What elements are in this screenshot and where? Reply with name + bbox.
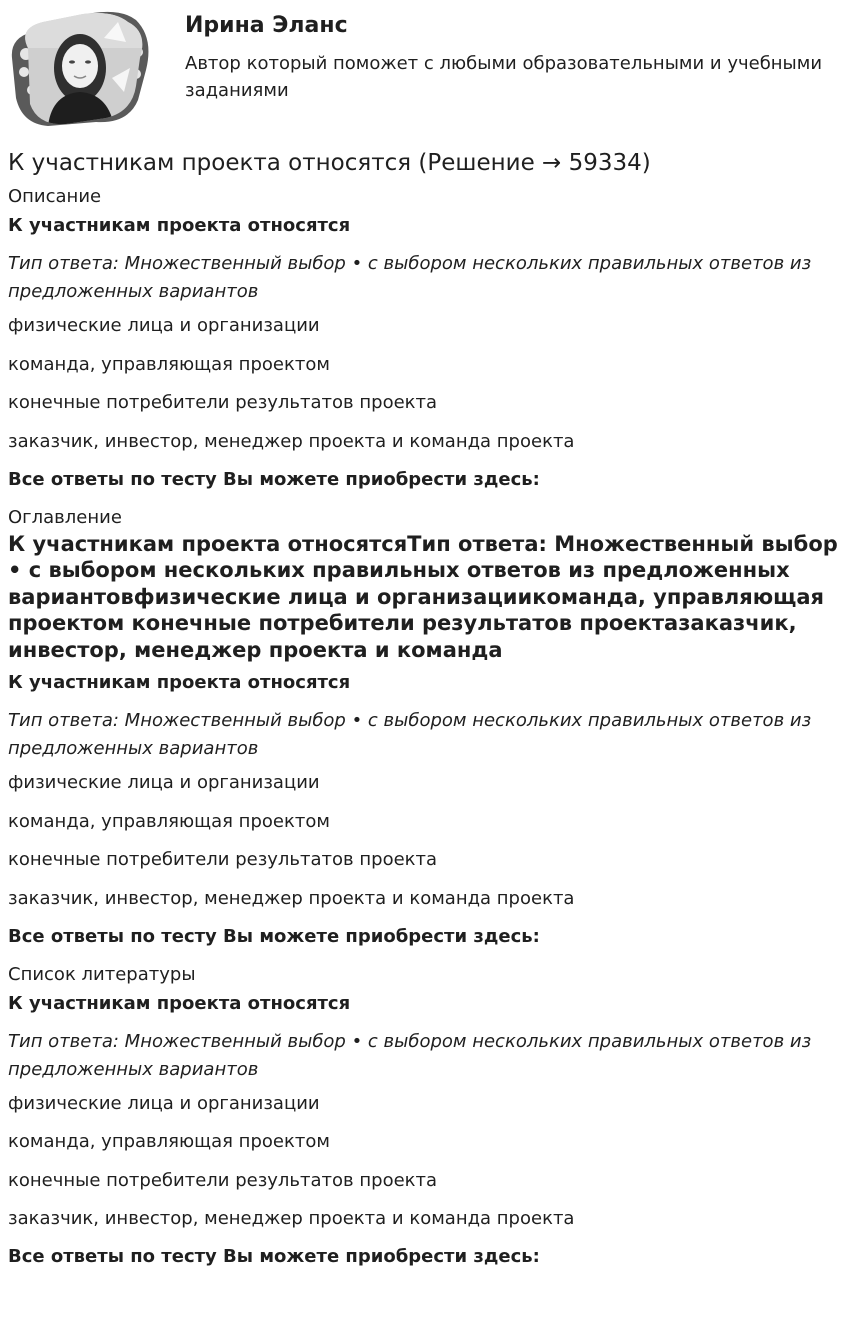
purchase-note: Все ответы по тесту Вы можете приобрести здесь: <box>8 1246 540 1267</box>
answer-option: заказчик, инвестор, менеджер проекта и команда проекта <box>8 1208 575 1229</box>
question-title: К участникам проекта относятся <box>8 672 351 693</box>
answer-option: физические лица и организации <box>8 315 320 336</box>
answer-type: Тип ответа: Множественный выбор • с выбором нескольких правильных ответов из предложенных вариантов <box>8 253 812 302</box>
answer-type: Тип ответа: Множественный выбор • с выбором нескольких правильных ответов из предложенных вариантов <box>8 710 812 759</box>
question-title: К участникам проекта относятся <box>8 992 351 1014</box>
author-name: Ирина Эланс <box>185 13 348 38</box>
answer-option: заказчик, инвестор, менеджер проекта и команда проекта <box>8 887 575 909</box>
answer-type: Тип ответа: Множественный выбор • с выбором нескольких правильных ответов из предложенных вариантов <box>8 1030 812 1080</box>
page-title: К участникам проекта относятся (Решение → 59334) <box>8 150 651 176</box>
answer-option: команда, управляющая проектом <box>8 353 330 375</box>
section-label-description: Описание <box>8 186 102 207</box>
answer-option: команда, управляющая проектом <box>8 1131 330 1152</box>
answer-option: физические лица и организации <box>8 772 320 793</box>
answer-option: конечные потребители результатов проекта <box>8 849 438 870</box>
section-label-toc: Оглавление <box>8 506 122 528</box>
author-avatar <box>8 8 150 126</box>
section-label-literature: Список литературы <box>8 963 196 985</box>
author-header <box>0 0 847 130</box>
main-content <box>8 148 838 1284</box>
author-description: Автор который поможет с любыми образовательными и учебными заданиями <box>185 53 823 101</box>
answer-option: заказчик, инвестор, менеджер проекта и команда проекта <box>8 430 575 452</box>
purchase-note: Все ответы по тесту Вы можете приобрести здесь: <box>8 468 540 490</box>
question-title: К участникам проекта относятся <box>8 215 351 236</box>
answer-option: команда, управляющая проектом <box>8 810 330 832</box>
answer-option: конечные потребители результатов проекта <box>8 392 438 413</box>
answer-option: конечные потребители результатов проекта <box>8 1169 438 1191</box>
toc-heading: К участникам проекта относятсяТип ответа: Множественный выбор • с выбором нескольких правильных ответов из предложенных вариантовфизические лица и организациикоманда, управляющая проектом конечные потребители результатов проектазаказчик, инвестор, менеджер проекта и команда <box>8 531 838 662</box>
answer-option: физические лица и организации <box>8 1092 320 1114</box>
purchase-note: Все ответы по тесту Вы можете приобрести здесь: <box>8 925 540 947</box>
